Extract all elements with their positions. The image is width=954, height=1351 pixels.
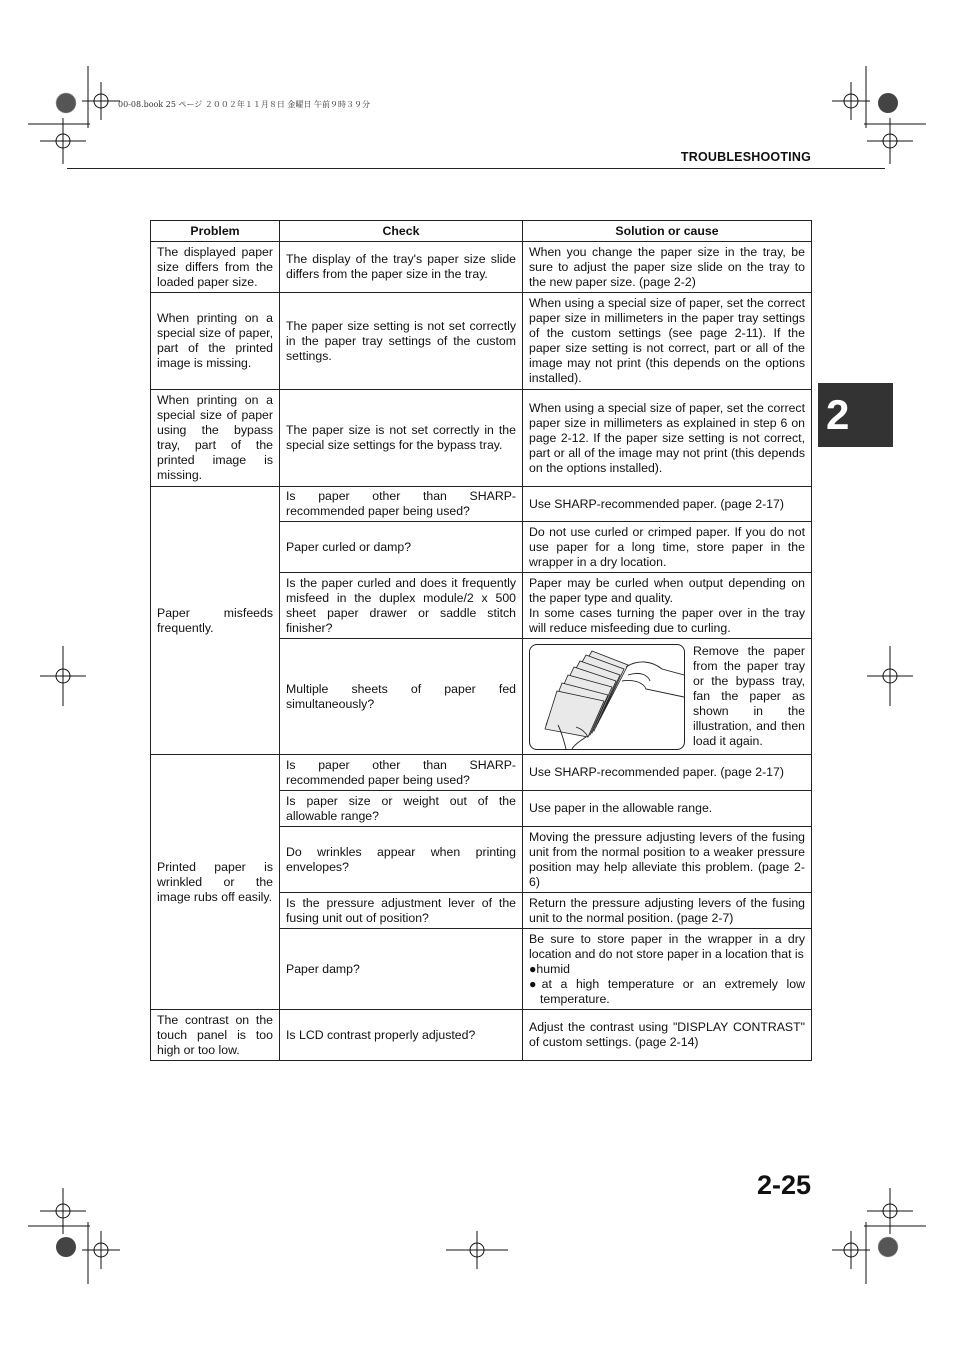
table-row xyxy=(151,242,812,293)
solution-cell: When you change the paper size in the tray, be sure to adjust the paper size slide on the tray to the new paper size. (page 2-2) xyxy=(523,242,812,293)
check-cell: Is LCD contrast properly adjusted? xyxy=(280,1010,523,1061)
solution-cell: Return the pressure adjusting levers of the fusing unit to the normal position. (page 2-7) xyxy=(523,893,812,929)
section-title: TROUBLESHOOTING xyxy=(680,150,811,164)
check-cell: The display of the tray's paper size slide differs from the paper size in the tray. xyxy=(280,242,523,293)
check-cell: Is the pressure adjustment lever of the fusing unit out of position? xyxy=(280,893,523,929)
header-solution: Solution or cause xyxy=(523,221,812,242)
solution-cell xyxy=(523,639,812,755)
page-number: 2-25 xyxy=(756,1170,811,1200)
check-cell: Paper damp? xyxy=(280,929,523,1010)
solution-cell: Use paper in the allowable range. xyxy=(523,791,812,827)
table-header-row xyxy=(151,221,812,242)
solution-cell xyxy=(523,573,812,639)
table-row xyxy=(151,1010,812,1061)
problem-cell: The contrast on the touch panel is too high or too low. xyxy=(151,1010,280,1061)
problem-cell: Printed paper is wrinkled or the image rubs off easily. xyxy=(151,755,280,1010)
print-job-info: 00-08.book 25 ページ ２００２年１１月８日 金曜日 午前９時３９分 xyxy=(118,100,370,109)
solution-line: In some cases turning the paper over in the tray will reduce misfeeding due to curling. xyxy=(529,605,805,635)
solution-bullet: ●humid xyxy=(529,961,570,976)
check-cell: Do wrinkles appear when printing envelopes? xyxy=(280,827,523,893)
solution-cell: When using a special size of paper, set the correct paper size in millimeters in the paper tray settings of the custom settings (see page 2-11). If the paper size setting is not correct, part or all of the image may not print (this depends on the options installed). xyxy=(523,293,812,390)
check-cell: The paper size setting is not set correctly in the paper tray settings of the custom settings. xyxy=(280,293,523,390)
check-cell: Is paper other than SHARP-recommended paper being used? xyxy=(280,755,523,791)
table-row xyxy=(151,487,812,522)
header-divider xyxy=(67,168,885,169)
table-row xyxy=(151,755,812,791)
header-problem: Problem xyxy=(151,221,280,242)
problem-cell: Paper misfeeds frequently. xyxy=(151,487,280,755)
solution-text: Remove the paper from the paper tray or the bypass tray, fan the paper as shown in the illustration, and then load it again. xyxy=(693,644,805,748)
check-cell: Is paper other than SHARP-recommended paper being used? xyxy=(280,487,523,522)
solution-cell: Moving the pressure adjusting levers of the fusing unit from the normal position to a weaker pressure position may help alleviate this problem. (page 2-6) xyxy=(523,827,812,893)
solution-cell: Use SHARP-recommended paper. (page 2-17) xyxy=(523,755,812,791)
chapter-tab: 2 xyxy=(818,383,893,447)
check-cell: The paper size is not set correctly in the special size settings for the bypass tray. xyxy=(280,390,523,487)
problem-cell: When printing on a special size of paper, part of the printed image is missing. xyxy=(151,293,280,390)
check-cell: Is the paper curled and does it frequently misfeed in the duplex module/2 x 500 sheet paper drawer or saddle stitch finisher? xyxy=(280,573,523,639)
solution-intro: Be sure to store paper in the wrapper in a dry location and do not store paper in a location that is xyxy=(529,931,805,961)
solution-line: Paper may be curled when output depending on the paper type and quality. xyxy=(529,575,805,605)
solution-bullet: ●at a high temperature or an extremely low temperature. xyxy=(529,976,805,1006)
solution-cell: Use SHARP-recommended paper. (page 2-17) xyxy=(523,487,812,522)
fan-paper-illustration xyxy=(529,644,685,750)
check-cell: Is paper size or weight out of the allowable range? xyxy=(280,791,523,827)
troubleshooting-table xyxy=(150,220,812,1061)
solution-cell: When using a special size of paper, set the correct paper size in millimeters as explained in step 6 on page 2-12. If the paper size setting is not correct, part or all of the image may not print (this depends on the options installed). xyxy=(523,390,812,487)
solution-cell: Adjust the contrast using "DISPLAY CONTRAST" of custom settings. (page 2-14) xyxy=(523,1010,812,1061)
table-row xyxy=(151,293,812,390)
header-check: Check xyxy=(280,221,523,242)
problem-cell: The displayed paper size differs from the loaded paper size. xyxy=(151,242,280,293)
problem-cell: When printing on a special size of paper using the bypass tray, part of the printed image is missing. xyxy=(151,390,280,487)
table-row xyxy=(151,390,812,487)
solution-cell: Do not use curled or crimped paper. If you do not use paper for a long time, store paper in the wrapper in a dry location. xyxy=(523,522,812,573)
check-cell: Multiple sheets of paper fed simultaneously? xyxy=(280,639,523,755)
solution-cell xyxy=(523,929,812,1010)
check-cell: Paper curled or damp? xyxy=(280,522,523,573)
